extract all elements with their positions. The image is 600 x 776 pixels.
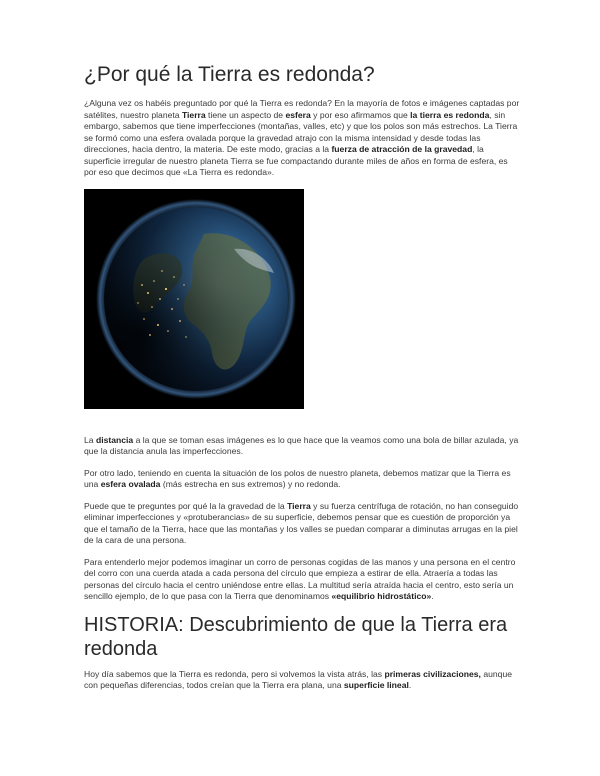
bold-text: «equilibrio hidrostático» [331, 591, 432, 601]
paragraph-distance [84, 435, 520, 458]
paragraph-proportion [84, 501, 520, 547]
bold-text: Tierra [181, 109, 206, 120]
text-run: Por otro lado, teniendo en cuenta la situación de los polos de nuestro planeta, debemos matizar que la Tierra es una [84, 467, 511, 489]
earth-photo [84, 189, 304, 409]
text-run: ¿Alguna vez os habéis preguntado por qué la Tierra es redonda? En la mayoría de fotos e imágenes captadas por satélites, nuestro planeta [84, 98, 520, 120]
bold-text: fuerza de atracción de la gravedad [331, 144, 473, 154]
bold-text: superficie lineal [343, 680, 409, 690]
bold-text: distancia [95, 434, 134, 445]
section-title-history: HISTORIA: Descubrimiento de que la Tierra era redonda [84, 613, 508, 660]
bold-text: la tierra es redonda [410, 109, 490, 120]
text-run: y su fuerza centrífuga de rotación, no han conseguido eliminar imperfecciones y «protuberancias» de su superficie, debemos pensar que es cuestión de proporción ya que el tamaño de la Tierra, hace que las montañas y los valles se puedan comparar a diminutas arrugas en la piel de la cara de una persona. [84, 500, 519, 545]
text-run: Hoy día sabemos que la Tierra es redonda, pero si volvemos la vista atrás, las [84, 668, 385, 679]
text-run: . [431, 591, 434, 601]
bold-text: esfera ovalada [100, 479, 161, 489]
paragraph-intro [84, 98, 520, 179]
text-run: . [408, 680, 412, 690]
bold-text: Tierra [287, 500, 311, 511]
bold-text: esfera [285, 109, 311, 120]
text-run: tiene un aspecto de [205, 109, 286, 120]
article-body [84, 62, 520, 702]
text-run: (más estrecha en sus extremos) y no redonda. [160, 479, 341, 489]
text-run: , la superficie irregular de nuestro planeta Tierra se fue compactando durante miles de años en forma de esfera, es por eso que decimos que «La Tierra es redonda». [84, 144, 508, 177]
earth-globe-icon [84, 189, 304, 409]
article-title: ¿Por qué la Tierra es redonda? [84, 63, 375, 86]
paragraph-hydrostatic [84, 557, 520, 603]
paragraph-history [84, 669, 520, 692]
text-run: y por eso afirmamos que [310, 109, 411, 120]
bold-text: primeras civilizaciones, [384, 668, 481, 679]
text-run: a la que se toman esas imágenes es lo que hace que la veamos como una bola de billar azulada, ya que la distancia anula las imperfecciones. [84, 434, 519, 456]
text-run: Puede que te preguntes por qué la la gravedad de la [84, 500, 288, 511]
text-run: La [84, 434, 96, 445]
paragraph-oval [84, 468, 520, 491]
text-run: , sin embargo, sabemos que tiene imperfecciones (montañas, valles, etc) y que los polos son más estrechos. La Tierra se formó como una esfera ovalada porque la gravedad atrajo con la misma intensidad y desde todas las direcciones, hacia dentro, la materia. De este modo, gracias a la [84, 109, 518, 154]
text-run: aunque con pequeñas diferencias, todos creían que la Tierra era plana, una [84, 668, 513, 690]
text-run: Para entenderlo mejor podemos imaginar un corro de personas cogidas de las manos y una persona en el centro del corro con una cuerda atada a cada persona del círculo que empieza a estirar de ella. Atraería a todas las personas del círculo hacia el centro uniéndose entre ellas. La multitud sería atraída hacia el centro, esto sería un sencillo ejemplo, de lo que pasa con la Tierra que denominamos [84, 556, 516, 601]
